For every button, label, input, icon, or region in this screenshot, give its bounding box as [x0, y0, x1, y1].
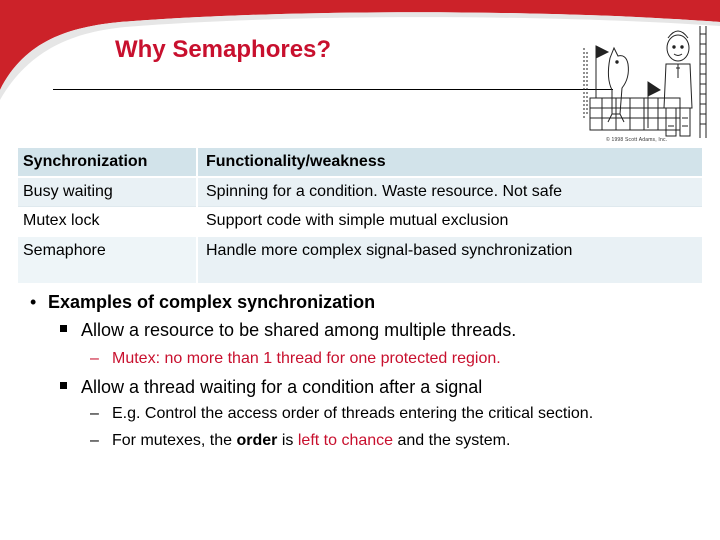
table-header-cell: Synchronization — [18, 147, 197, 177]
square-bullet-icon — [60, 382, 67, 389]
synchronization-table — [18, 146, 702, 283]
emphasis-order: order — [236, 432, 278, 449]
title-underline — [53, 89, 613, 90]
bullet-text: E.g. Control the access order of threads entering the critical section. — [112, 405, 594, 422]
cartoon-credit: © 1998 Scott Adams, Inc. — [606, 137, 668, 143]
table-cell: Mutex lock — [18, 207, 197, 237]
table-cell: Busy waiting — [18, 177, 197, 207]
table-header-cell: Functionality/weakness — [197, 147, 702, 177]
dash-bullet: – — [90, 432, 99, 449]
table-row — [18, 177, 702, 207]
dash-bullet: – — [90, 350, 99, 367]
table-cell: Spinning for a condition. Waste resource. Not safe — [197, 177, 702, 207]
table-cell: Handle more complex signal-based synchronization — [197, 236, 702, 283]
table-header-row — [18, 147, 702, 177]
bullet-text: Allow a resource to be shared among multiple threads. — [81, 320, 517, 340]
text-run: and the system. — [393, 432, 511, 449]
table-cell: Support code with simple mutual exclusion — [197, 207, 702, 237]
square-bullet-icon — [60, 325, 67, 332]
text-run: For mutexes, the — [112, 432, 237, 449]
bullet-text: Mutex: no more than 1 thread for one protected region. — [112, 350, 501, 367]
bullet-text: Allow a thread waiting for a condition after a signal — [81, 377, 483, 397]
table-row — [18, 236, 702, 283]
table-cell: Semaphore — [18, 236, 197, 283]
dilbert-cartoon-image — [582, 18, 720, 150]
dash-bullet: – — [90, 405, 99, 422]
emphasis-left-to-chance: left to chance — [297, 432, 394, 449]
bullet-text: Examples of complex synchronization — [48, 292, 376, 312]
bullet-text — [112, 432, 510, 450]
bullet-dot: • — [30, 292, 37, 312]
text-run: is — [277, 432, 298, 449]
table-row — [18, 207, 702, 237]
slide-title: Why Semaphores? — [115, 36, 332, 63]
